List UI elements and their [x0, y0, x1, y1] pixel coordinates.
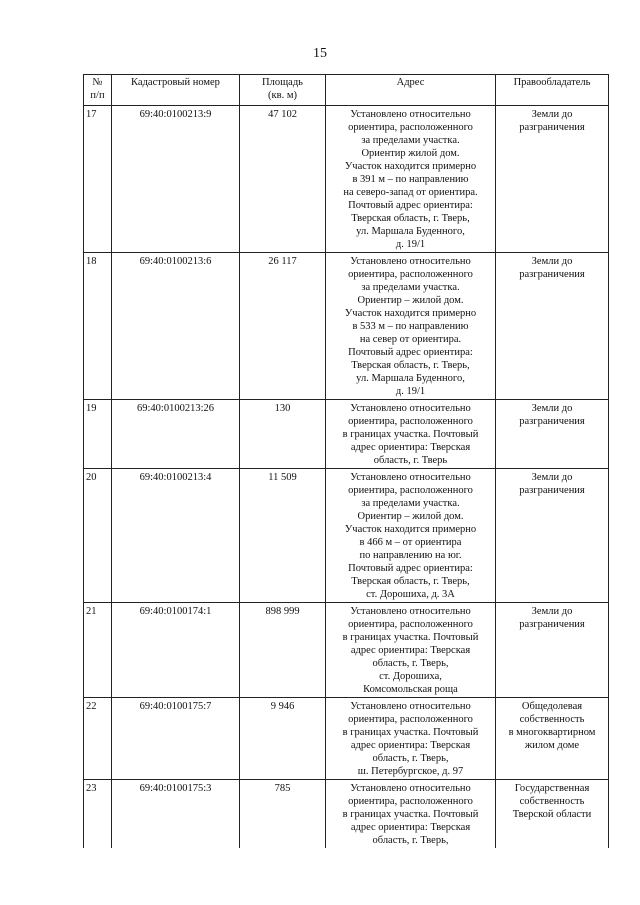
cadastral-number: 69:40:0100213:4 [112, 469, 240, 603]
row-number: 22 [84, 698, 112, 780]
address-line: за пределами участка. [361, 282, 460, 293]
address-line: Ориентир – жилой дом. [357, 295, 464, 306]
address-line: в границах участка. Почтовый [342, 632, 479, 643]
owner-line: в многоквартирном [508, 727, 596, 738]
owner-line: Земли до [531, 472, 573, 483]
owner-line: разграничения [519, 122, 585, 133]
row-number: 17 [84, 106, 112, 253]
owner-line: собственность [519, 714, 585, 725]
owner [496, 469, 609, 603]
address-line: ориентира, расположенного [348, 714, 473, 725]
address-line: ориентира, расположенного [348, 619, 473, 630]
address-line: на север от ориентира. [359, 334, 462, 345]
header-cadastral-line: Кадастровый номер [131, 77, 220, 88]
cadastral-number: 69:40:0100174:1 [112, 603, 240, 698]
address-line: область, г. Тверь, [372, 658, 449, 669]
address-line: в границах участка. Почтовый [342, 727, 479, 738]
address-line: в 391 м – по направлению [352, 174, 469, 185]
address-line: в 533 м – по направлению [352, 321, 469, 332]
address-line: адрес ориентира: Тверская [350, 822, 471, 833]
row-number: 18 [84, 253, 112, 400]
address-line: Участок находится примерно [344, 161, 477, 172]
cadastral-number: 69:40:0100213:6 [112, 253, 240, 400]
address-line: на северо-запад от ориентира. [343, 187, 478, 198]
owner-line: Земли до [531, 256, 573, 267]
area-value: 47 102 [240, 106, 326, 253]
address [326, 253, 496, 400]
table-row [84, 253, 609, 400]
address-line: ориентира, расположенного [348, 796, 473, 807]
cadastral-number: 69:40:0100175:3 [112, 780, 240, 849]
header-no [84, 75, 112, 106]
address-line: в 466 м – от ориентира [359, 537, 462, 548]
owner [496, 253, 609, 400]
owner-line: разграничения [519, 485, 585, 496]
address-line: Тверская область, г. Тверь, [351, 213, 470, 224]
address-line: область, г. Тверь, [372, 835, 449, 846]
address-line: в границах участка. Почтовый [342, 809, 479, 820]
address [326, 469, 496, 603]
address-line: Установлено относительно [350, 701, 471, 712]
address-line: ориентира, расположенного [348, 416, 473, 427]
owner-line: Земли до [531, 606, 573, 617]
address [326, 106, 496, 253]
address-line: ул. Маршала Буденного, [356, 226, 465, 237]
land-registry-table [83, 74, 609, 848]
address [326, 603, 496, 698]
owner-line: Земли до [531, 109, 573, 120]
address-line: адрес ориентира: Тверская [350, 442, 471, 453]
header-no-line: № [92, 77, 103, 88]
owner-line: Государственная [514, 783, 590, 794]
address-line: ориентира, расположенного [348, 485, 473, 496]
area-value: 11 509 [240, 469, 326, 603]
address [326, 400, 496, 469]
address [326, 780, 496, 849]
owner [496, 698, 609, 780]
cadastral-number: 69:40:0100213:9 [112, 106, 240, 253]
header-cadastral [112, 75, 240, 106]
header-area-line: (кв. м) [268, 90, 297, 101]
address-line: Установлено относительно [350, 783, 471, 794]
address-line: Установлено относительно [350, 606, 471, 617]
row-number: 20 [84, 469, 112, 603]
address-line: Тверская область, г. Тверь, [351, 576, 470, 587]
owner [496, 400, 609, 469]
address-line: Ориентир – жилой дом. [357, 511, 464, 522]
address-line: ориентира, расположенного [348, 122, 473, 133]
address-line: за пределами участка. [361, 498, 460, 509]
address-line: за пределами участка. [361, 135, 460, 146]
table-body [84, 106, 609, 849]
owner-line: Земли до [531, 403, 573, 414]
address-line: д. 19/1 [395, 386, 426, 397]
owner-line: Общедолевая [521, 701, 583, 712]
header-owner [496, 75, 609, 106]
address-line: Почтовый адрес ориентира: [348, 200, 473, 211]
address-line: ориентира, расположенного [348, 269, 473, 280]
address-line: Установлено относительно [350, 256, 471, 267]
address-line: адрес ориентира: Тверская [350, 740, 471, 751]
owner-line: разграничения [519, 269, 585, 280]
table-header [84, 75, 609, 106]
table-row [84, 603, 609, 698]
address-line: Участок находится примерно [344, 524, 477, 535]
owner-line: разграничения [519, 416, 585, 427]
address-line: адрес ориентира: Тверская [350, 645, 471, 656]
address-line: д. 19/1 [395, 239, 426, 250]
address [326, 698, 496, 780]
address-line: область, г. Тверь [373, 455, 448, 466]
address-line: Комсомольская роща [363, 684, 458, 695]
address-line: Почтовый адрес ориентира: [348, 563, 473, 574]
address-line: Ориентир жилой дом. [361, 148, 460, 159]
cadastral-number: 69:40:0100213:26 [112, 400, 240, 469]
address-line: ст. Дорошиха, [379, 671, 442, 682]
address-line: Почтовый адрес ориентира: [348, 347, 473, 358]
area-value: 785 [240, 780, 326, 849]
address-line: ул. Маршала Буденного, [356, 373, 465, 384]
owner-line: разграничения [519, 619, 585, 630]
row-number: 21 [84, 603, 112, 698]
table-row [84, 780, 609, 849]
area-value: 9 946 [240, 698, 326, 780]
table-row [84, 106, 609, 253]
page-number: 15 [313, 46, 327, 61]
header-address-line: Адрес [396, 77, 425, 88]
address-line: Установлено относительно [350, 472, 471, 483]
owner-line: собственность [519, 796, 585, 807]
address-line: Установлено относительно [350, 109, 471, 120]
address-line: ш. Петербургское, д. 97 [357, 766, 464, 777]
row-number: 19 [84, 400, 112, 469]
area-value: 26 117 [240, 253, 326, 400]
header-row [84, 75, 609, 106]
header-no-line: п/п [90, 90, 105, 101]
owner [496, 106, 609, 253]
owner [496, 603, 609, 698]
owner-line: Тверской области [512, 809, 592, 820]
table-row [84, 400, 609, 469]
owner [496, 780, 609, 849]
header-owner-line: Правообладатель [513, 77, 591, 88]
header-address [326, 75, 496, 106]
owner-line: жилом доме [524, 740, 580, 751]
address-line: Участок находится примерно [344, 308, 477, 319]
table-row [84, 469, 609, 603]
row-number: 23 [84, 780, 112, 849]
address-line: по направлению на юг. [359, 550, 462, 561]
table-row [84, 698, 609, 780]
address-line: ст. Дорошиха, д. 3А [366, 589, 455, 600]
address-line: Установлено относительно [350, 403, 471, 414]
area-value: 130 [240, 400, 326, 469]
area-value: 898 999 [240, 603, 326, 698]
cadastral-number: 69:40:0100175:7 [112, 698, 240, 780]
header-area [240, 75, 326, 106]
address-line: область, г. Тверь, [372, 753, 449, 764]
header-area-line: Площадь [262, 77, 303, 88]
address-line: в границах участка. Почтовый [342, 429, 479, 440]
address-line: Тверская область, г. Тверь, [351, 360, 470, 371]
